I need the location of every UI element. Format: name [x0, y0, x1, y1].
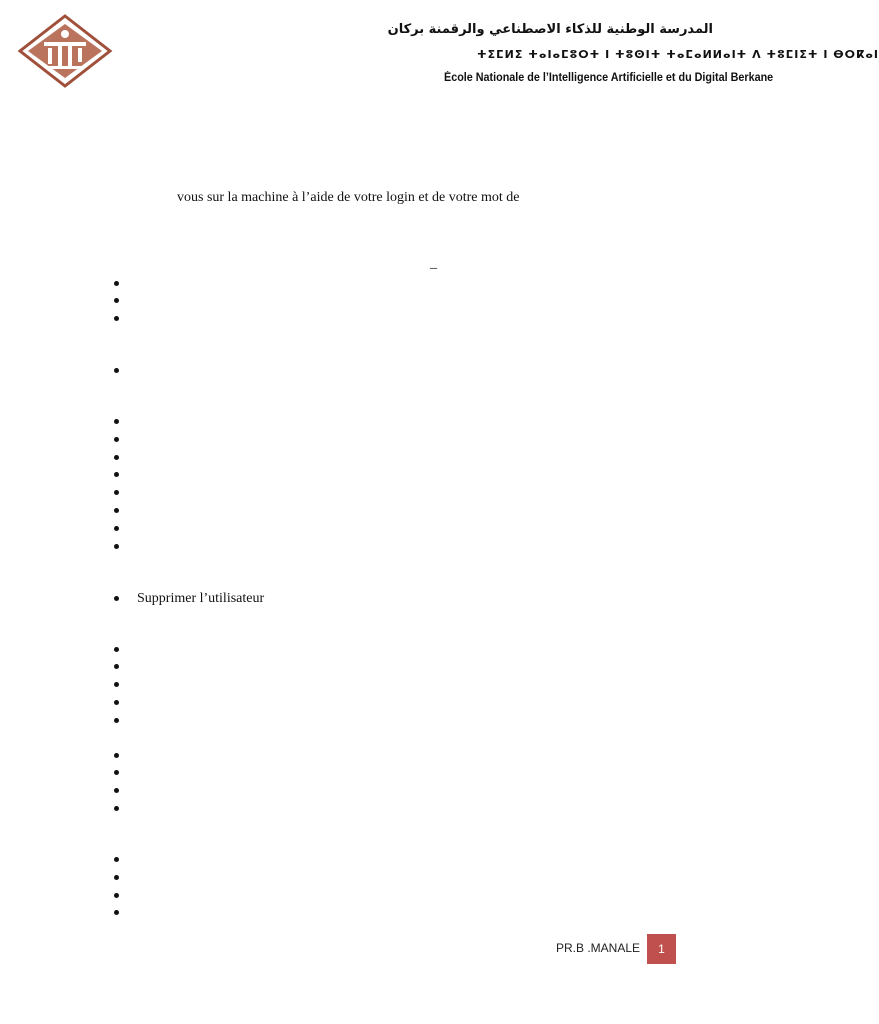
instruction-line: vous sur la machine à l’aide de votre login et de votre mot de	[177, 190, 520, 205]
underscore-mark: _	[430, 256, 437, 271]
list-item	[114, 851, 137, 869]
list-item	[114, 431, 137, 449]
list-item	[114, 413, 137, 431]
bullet-icon	[114, 910, 119, 915]
bullet-icon	[114, 544, 119, 549]
list-item	[114, 869, 137, 887]
list-item	[114, 800, 137, 818]
list-item	[114, 658, 137, 676]
list-item	[114, 747, 137, 765]
list-item	[114, 676, 137, 694]
bullet-icon	[114, 788, 119, 793]
bullet-icon	[114, 596, 119, 601]
bullet-icon	[114, 700, 119, 705]
bullet-icon	[114, 419, 119, 424]
bullet-icon	[114, 455, 119, 460]
list-item	[114, 782, 137, 800]
list-item	[114, 484, 137, 502]
list-item	[114, 887, 137, 905]
list-item	[114, 449, 137, 467]
list-item	[114, 712, 137, 730]
bullet-icon	[114, 893, 119, 898]
bullet-icon	[114, 718, 119, 723]
list-item	[114, 292, 137, 310]
page-number-badge: 1	[647, 934, 676, 964]
bullet-icon	[114, 806, 119, 811]
bullet-icon	[114, 368, 119, 373]
footer-author: PR.B .MANALE	[556, 941, 641, 955]
bullet-icon	[114, 526, 119, 531]
list-item	[114, 466, 137, 484]
bullet-icon	[114, 770, 119, 775]
school-name-tifinagh: ⵜⵉⵎⵍⵉ ⵜⴰⵏⴰⵎⵓⵔⵜ ⵏ ⵜⵓⵙⵏⵜ ⵜⴰⵎⴰⵍⵍⴰⵏⵜ ⴷ ⵜⵓⵎⵏⵉⵜ ⵏ ⴱⵔⴽⴰⵏ	[477, 48, 879, 61]
bullet-icon	[114, 647, 119, 652]
list-item	[114, 764, 137, 782]
list-item	[114, 275, 137, 293]
bullet-icon	[114, 298, 119, 303]
bullet-icon	[114, 753, 119, 758]
list-item	[114, 362, 137, 380]
school-name-arabic: المدرسة الوطنية للذكاء الاصطناعي والرقمنة بركان	[387, 22, 713, 37]
bullet-icon	[114, 508, 119, 513]
school-name-french: École Nationale de l’Intelligence Artificielle et du Digital Berkane	[444, 71, 774, 84]
list-item	[114, 590, 264, 608]
list-item-text: Supprimer l’utilisateur	[137, 591, 265, 606]
list-item	[114, 520, 137, 538]
bullet-icon	[114, 857, 119, 862]
list-item	[114, 502, 137, 520]
list-item	[114, 641, 137, 659]
bullet-icon	[114, 490, 119, 495]
bullet-icon	[114, 472, 119, 477]
bullet-icon	[114, 682, 119, 687]
bullet-icon	[114, 316, 119, 321]
bullet-icon	[114, 437, 119, 442]
bullet-icon	[114, 875, 119, 880]
bullet-icon	[114, 281, 119, 286]
list-item	[114, 310, 137, 328]
list-item	[114, 538, 137, 556]
list-item	[114, 904, 137, 922]
bullet-icon	[114, 664, 119, 669]
list-item	[114, 694, 137, 712]
